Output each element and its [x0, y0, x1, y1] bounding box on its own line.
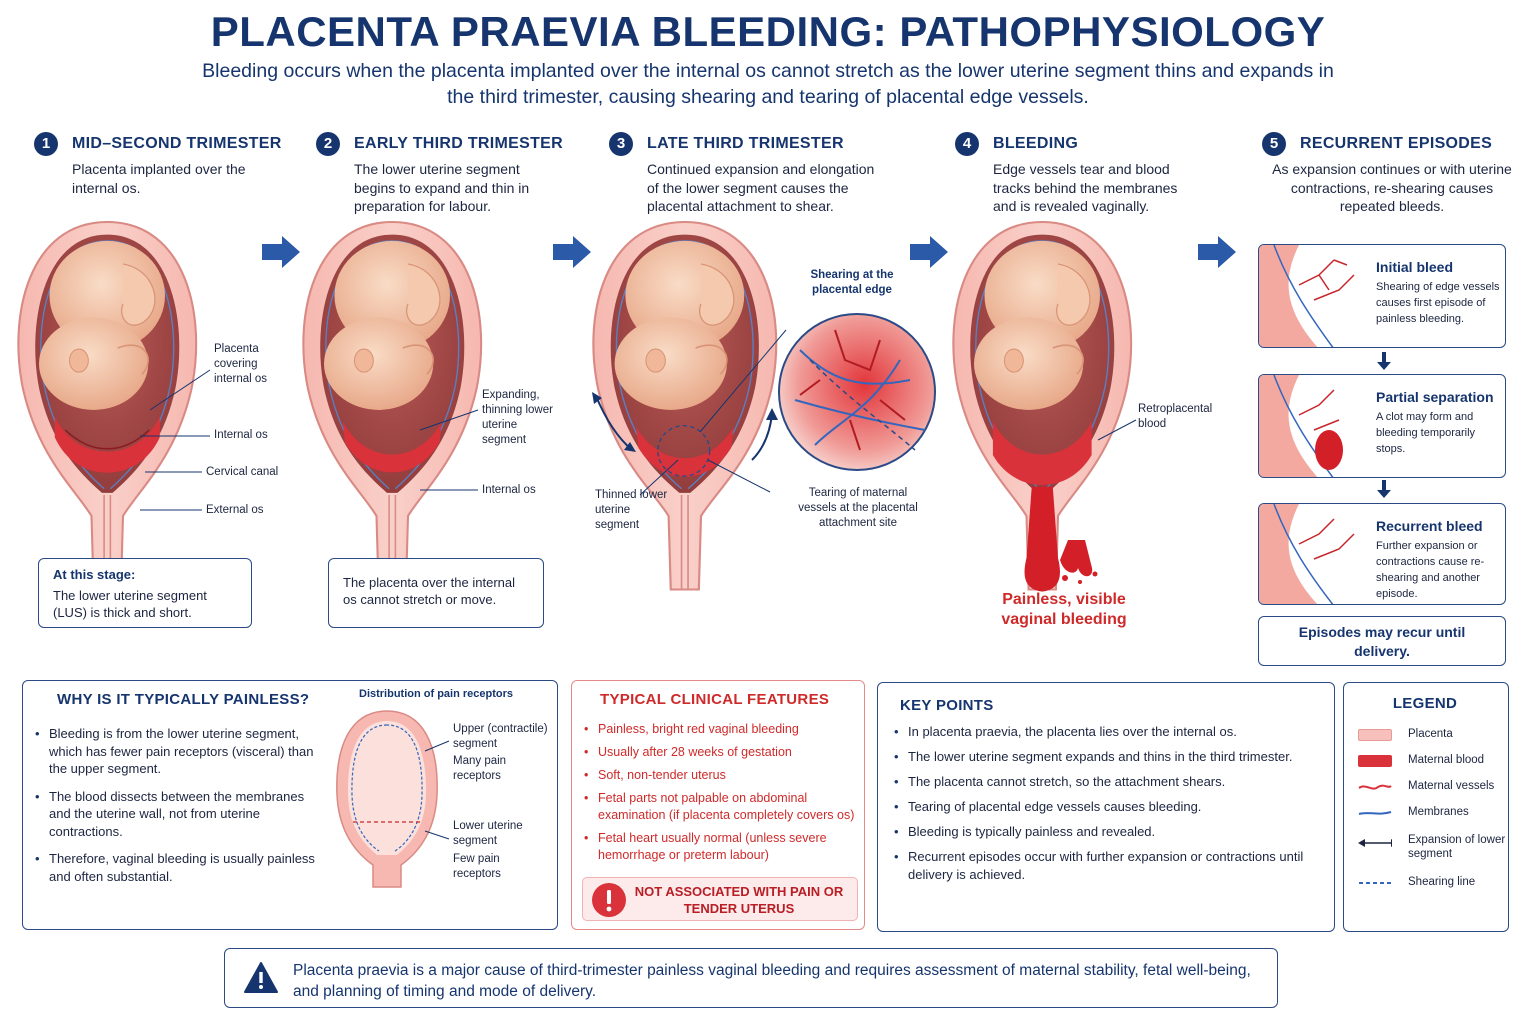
bullet: • Fetal parts not palpable on abdominal examination (if placenta completely covers os) [584, 790, 856, 824]
bullet: • The blood dissects between the membranes and the uterine wall, not from uterine contractions. [35, 788, 325, 841]
lower-segment-label: Lower uterine segment [453, 820, 523, 847]
panel-title: TYPICAL CLINICAL FEATURES [600, 691, 830, 708]
bullet: • Soft, non-tender uterus [584, 767, 856, 784]
legend-shearing-line: Shearing line [1358, 873, 1508, 893]
stage-1-note-title: At this stage: [53, 567, 136, 582]
label-thinned-segment: Thinned lower uterine segment [595, 489, 668, 531]
warning-triangle-icon [243, 961, 279, 995]
step-description: Continued expansion and elongation of the lower segment causes the placental attachment to shear. [647, 161, 875, 214]
episode-title: Partial separation [1376, 389, 1494, 405]
legend-maternal-vessels: Maternal vessels [1358, 777, 1508, 797]
bullet: • Tearing of placental edge vessels causes bleeding. [894, 798, 1314, 816]
legend-placenta: Placenta [1358, 725, 1508, 745]
lower-segment-desc: Few pain receptors [453, 853, 501, 880]
bullet: • The lower uterine segment expands and thins in the third trimester. [894, 748, 1314, 766]
bullet: • In placenta praevia, the placenta lies over the internal os. [894, 723, 1314, 741]
step-number: 5 [1262, 132, 1286, 156]
episode-desc: A clot may form and bleeding temporarily stops. [1376, 411, 1476, 455]
page-title: PLACENTA PRAEVIA BLEEDING: PATHOPHYSIOLOGY [210, 8, 1326, 55]
label-placenta-covering-os: Placenta covering internal os [214, 343, 268, 385]
panel-title: KEY POINTS [900, 697, 994, 714]
warning-text: NOT ASSOCIATED WITH PAIN OR TENDER UTERUS [634, 884, 844, 916]
clinical-panel [571, 680, 865, 930]
stage-2-note [328, 558, 544, 628]
episodes-note-text: Episodes may recur until delivery. [1298, 624, 1466, 659]
episode-title: Recurrent bleed [1376, 518, 1483, 534]
label-shearing: Shearing at the placental edge [810, 269, 894, 296]
panel-title: WHY IS IT TYPICALLY PAINLESS? [57, 691, 310, 708]
pain-diagram-title: Distribution of pain receptors [359, 688, 514, 700]
label-expanding-segment: Expanding, thinning lower uterine segment [482, 389, 553, 446]
episode-desc: Further expansion or contractions cause re-shearing and another episode. [1376, 540, 1485, 600]
key-points-bullets [894, 723, 1314, 883]
step-number: 4 [955, 132, 979, 156]
dashed-line-icon [1358, 877, 1392, 889]
step-title: EARLY THIRD TRIMESTER [354, 135, 563, 152]
legend-expansion: Expansion of lower segment [1358, 831, 1508, 865]
episode-recurrent-bleed [1258, 503, 1506, 605]
step-number: 3 [609, 132, 633, 156]
clinical-bullets [584, 721, 856, 864]
key-points-panel [877, 682, 1335, 932]
double-arrow-icon [1358, 837, 1392, 849]
label-tearing-vessels: Tearing of maternal vessels at the placental attachment site [798, 487, 918, 529]
label-internal-os: Internal os [214, 429, 268, 441]
bleeding-drip-icon [1060, 540, 1092, 576]
episode-vessel-icon [1259, 245, 1369, 348]
bullet: • Recurrent episodes occur with further expansion or contractions until delivery is achieved. [894, 848, 1314, 883]
bullet: • Therefore, vaginal bleeding is usually painless and often substantial. [35, 850, 325, 885]
episodes-note [1258, 616, 1506, 666]
bullet: • Fetal heart usually normal (unless severe hemorrhage or preterm labour) [584, 830, 856, 864]
step-description: As expansion continues or with uterine contractions, re-shearing causes repeated bleeds. [1272, 161, 1512, 214]
bullet: • Painless, bright red vaginal bleeding [584, 721, 856, 738]
warning-box [582, 877, 858, 921]
episode-vessel-icon [1259, 504, 1369, 605]
bullet: • The placenta cannot stretch, so the attachment shears. [894, 773, 1314, 791]
footer-note [224, 948, 1278, 1008]
label-internal-os-2: Internal os [482, 484, 536, 496]
blood-swatch [1358, 755, 1392, 767]
step-title: BLEEDING [993, 135, 1079, 152]
label-retroplacental-blood: Retroplacental blood [1138, 403, 1213, 430]
vessel-line-icon [1358, 781, 1392, 793]
stage-2-uterus [303, 222, 481, 590]
painless-bullets [35, 725, 325, 885]
episode-partial-separation [1258, 374, 1506, 478]
legend-membranes: Membranes [1358, 803, 1508, 823]
step-number: 2 [316, 132, 340, 156]
footer-text: Placenta praevia is a major cause of third-trimester painless vaginal bleeding and requires assessment of maternal stability, fetal well-being, and planning of timing and mode of delivery. [293, 962, 1251, 1000]
episode-desc: Shearing of edge vessels causes first episode of painless bleeding. [1376, 281, 1500, 325]
stage-1-uterus [18, 222, 196, 590]
step-description: Edge vessels tear and blood tracks behind the membranes and is revealed vaginally. [993, 161, 1178, 214]
step-title: LATE THIRD TRIMESTER [647, 135, 844, 152]
step-title: MID–SECOND TRIMESTER [72, 135, 282, 152]
stage-3-uterus [593, 222, 776, 590]
stage-2-note-text: The placenta over the internal os cannot stretch or move. [343, 575, 515, 607]
step-number: 1 [34, 132, 58, 156]
episode-title: Initial bleed [1376, 259, 1454, 275]
membrane-line-icon [1358, 807, 1392, 819]
step-description: The lower uterine segment begins to expand and thin in preparation for labour. [354, 161, 530, 214]
upper-segment-label: Upper (contractile) segment [453, 723, 548, 750]
placenta-swatch [1358, 729, 1392, 741]
stage-4-uterus [953, 222, 1131, 592]
episode-clot-icon [1259, 375, 1369, 478]
label-cervical-canal: Cervical canal [206, 466, 279, 478]
episode-initial-bleed [1258, 244, 1506, 348]
legend-maternal-blood: Maternal blood [1358, 751, 1508, 771]
upper-segment-desc: Many pain receptors [453, 755, 507, 782]
stage-1-note [38, 558, 252, 628]
alert-icon [591, 882, 627, 918]
painless-panel [22, 680, 558, 930]
legend-panel [1343, 682, 1509, 932]
bullet: • Usually after 28 weeks of gestation [584, 744, 856, 761]
bullet: • Bleeding is typically painless and revealed. [894, 823, 1314, 841]
label-external-os: External os [206, 504, 264, 516]
step-title: RECURRENT EPISODES [1300, 135, 1493, 152]
page-subtitle: Bleeding occurs when the placenta implanted over the internal os cannot stretch as the lower uterine segment thins and expands in the third trimester, causing shearing and tearing of placental edge vessels. [202, 60, 1334, 108]
stage-1-note-text: The lower uterine segment (LUS) is thick and short. [53, 588, 207, 620]
bullet: • Bleeding is from the lower uterine segment, which has fewer pain receptors (visceral) than the upper segment. [35, 725, 325, 778]
painless-visible-bleeding: Painless, visible vaginal bleeding [1001, 591, 1127, 628]
step-description: Placenta implanted over the internal os. [72, 161, 246, 196]
legend-title: LEGEND [1392, 695, 1458, 712]
